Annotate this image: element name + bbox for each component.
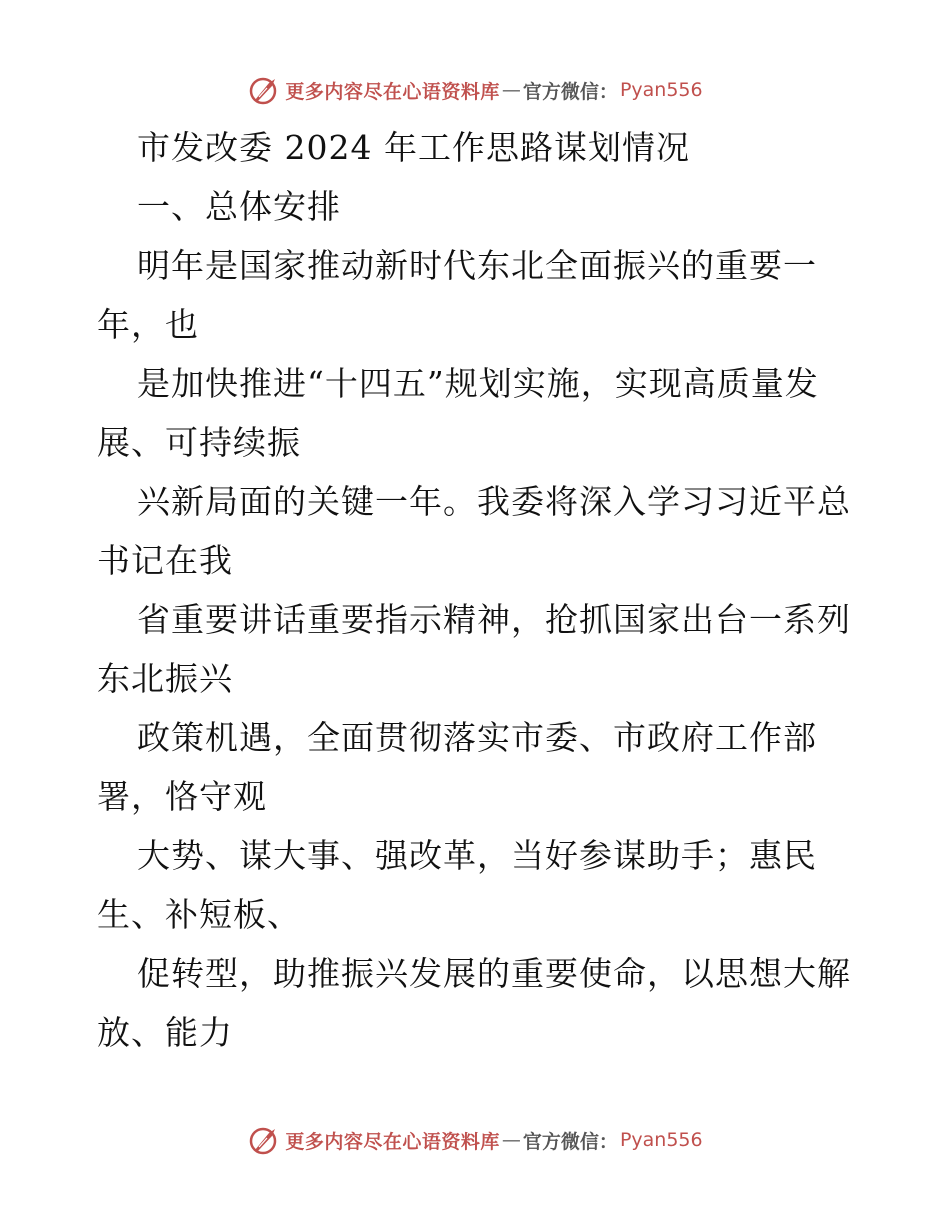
paragraph-line: 生、补短板、: [97, 895, 301, 934]
paragraph-line: 兴新局面的关键一年。我委将深入学习习近平总: [137, 482, 851, 521]
watermark-wechat-label: 官方微信：: [522, 80, 618, 103]
paragraph-line: 书记在我: [97, 541, 233, 580]
paragraph-line: 是加快推进“十四五”规划实施，实现高质量发: [137, 364, 819, 403]
paragraph-line: 东北振兴: [97, 659, 233, 698]
paragraph-line: 省重要讲话重要指示精神，抢抓国家出台一系列: [137, 600, 851, 639]
watermark-separator: —: [501, 1129, 521, 1151]
section-heading: 一、总体安排: [137, 187, 341, 226]
paragraph-line: 展、可持续振: [97, 423, 301, 462]
footer-watermark: [0, 1122, 950, 1158]
watermark-brand-text: 更多内容尽在心语资料库: [285, 1130, 500, 1153]
header-watermark: [0, 72, 950, 108]
watermark-brand-text: 更多内容尽在心语资料库: [285, 80, 500, 103]
watermark-wechat-label: 官方微信：: [522, 1130, 618, 1153]
quill-pen-logo-icon: [247, 73, 281, 107]
watermark-wechat-id: Pyan556: [619, 79, 703, 101]
paragraph-line: 促转型，助推振兴发展的重要使命，以思想大解: [137, 954, 851, 993]
paragraph-line: 大势、谋大事、强改革，当好参谋助手；惠民: [137, 836, 817, 875]
document-body: [97, 118, 857, 1062]
paragraph-line: 政策机遇，全面贯彻落实市委、市政府工作部: [137, 718, 817, 757]
quill-pen-logo-icon: [247, 1123, 281, 1157]
paragraph-line: 署，恪守观: [97, 777, 267, 816]
paragraph-line: 放、能力: [97, 1013, 233, 1052]
watermark-separator: —: [501, 79, 521, 101]
document-title: 市发改委 2024 年工作思路谋划情况: [137, 128, 690, 167]
paragraph-line: 明年是国家推动新时代东北全面振兴的重要一: [137, 246, 817, 285]
paragraph-line: 年，也: [97, 305, 199, 344]
watermark-wechat-id: Pyan556: [619, 1129, 703, 1151]
